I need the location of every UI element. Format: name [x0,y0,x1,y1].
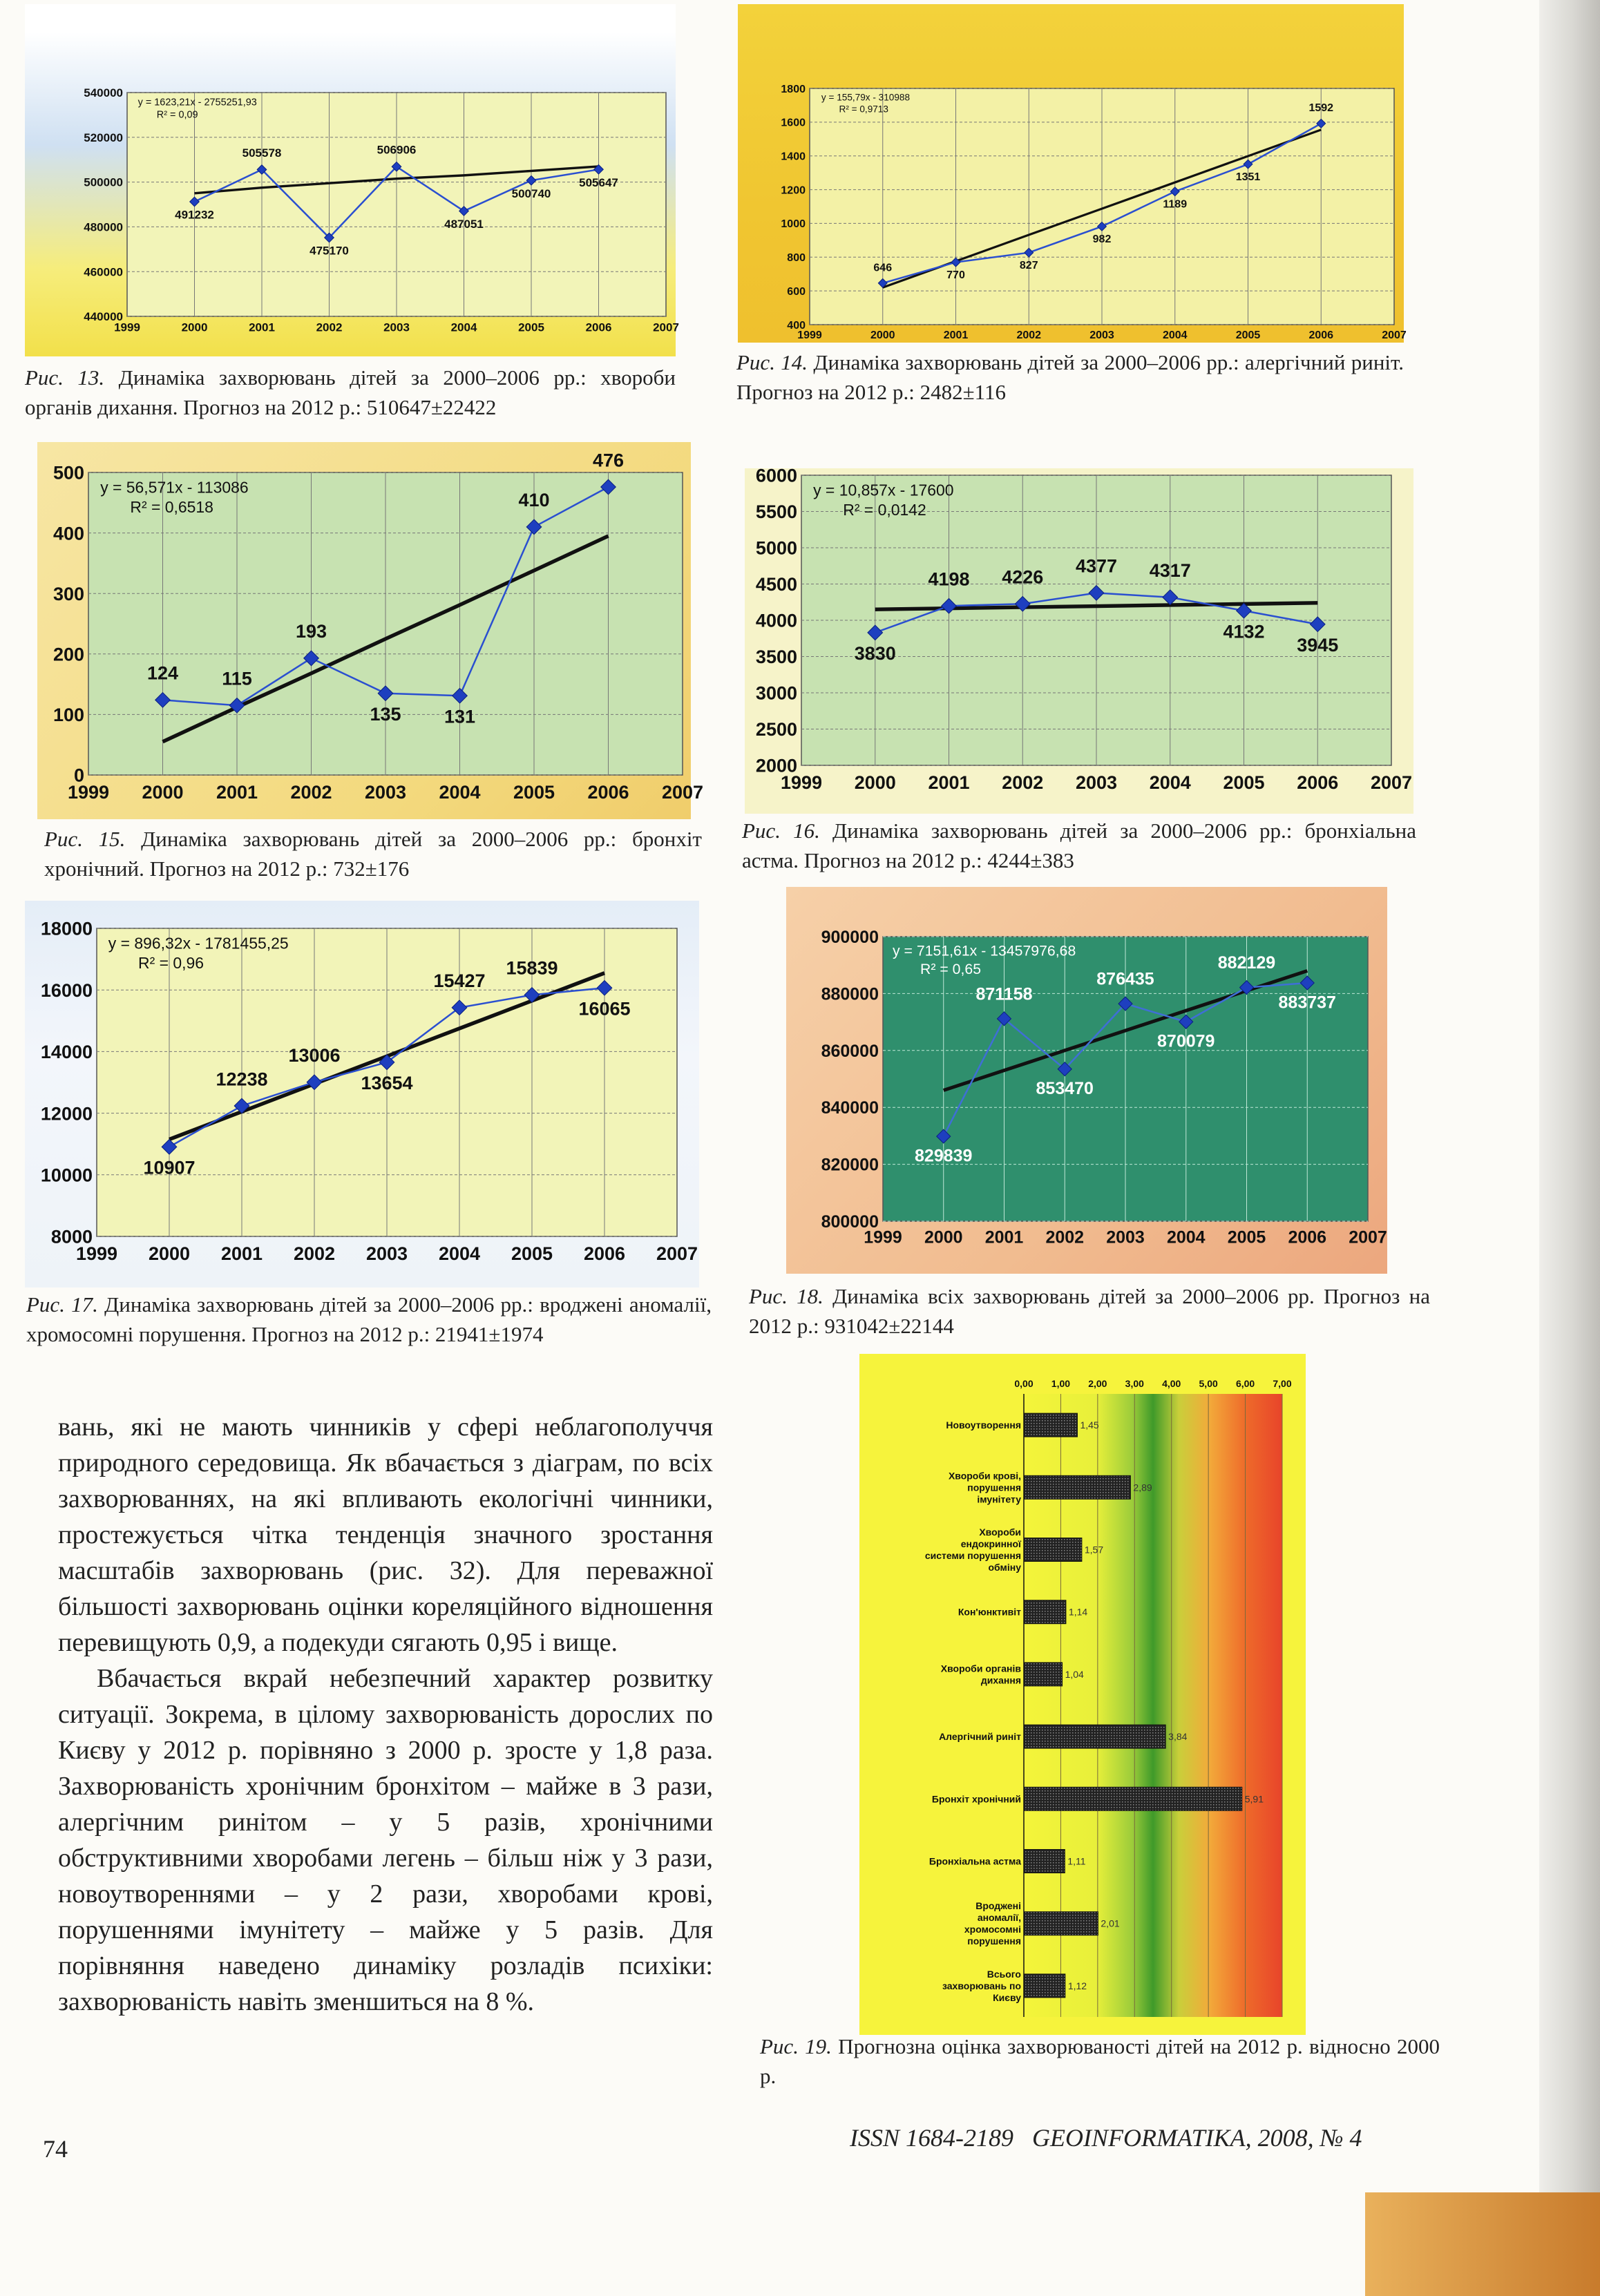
caption-text: Динаміка захворювань дітей за 2000–2006 рр.: алергічний риніт. Прогноз на 2012 р.: 2482±116 [736,350,1404,404]
bar-value-label: 1,45 [1080,1419,1099,1431]
caption-number: Рис. 13. [25,365,105,390]
data-label: 882129 [1217,953,1276,973]
category-label: Вроджені [975,1900,1021,1912]
x-tick-label: 2,00 [1088,1378,1107,1389]
bar-value-label: 2,89 [1133,1482,1152,1493]
x-tick-label: 2002 [316,321,343,334]
data-label: 476 [592,450,625,471]
category-label: системи порушення [924,1550,1021,1561]
x-tick-label: 2004 [1149,772,1191,793]
x-tick-label: 2001 [928,772,970,793]
page-number: 74 [43,2135,68,2163]
y-tick-label: 4000 [755,610,797,631]
chart-svg [738,4,1407,343]
data-label: 770 [946,269,965,281]
trend-equation: y = 896,32x - 1781455,25 [108,934,289,953]
x-tick-label: 1999 [780,772,823,793]
bar-value-label: 1,11 [1067,1855,1086,1867]
y-tick-label: 520000 [84,131,123,144]
chart-fig-15 [37,442,704,819]
data-label: 13654 [361,1072,413,1093]
y-tick-label: 200 [53,644,84,665]
bar [1024,1413,1077,1437]
x-tick-label: 3,00 [1125,1378,1144,1389]
category-label: Києву [993,1991,1021,2003]
x-tick-label: 2000 [854,772,896,793]
category-label: захворювань по [942,1980,1021,1991]
bar-value-label: 3,84 [1168,1731,1188,1743]
data-label: 1592 [1308,102,1334,115]
data-label: 410 [518,490,550,511]
trend-equation: y = 56,571x - 113086 [100,478,249,497]
y-tick-label: 800000 [821,1212,879,1232]
x-tick-label: 2000 [142,781,184,803]
x-tick-label: 2001 [984,1227,1024,1247]
y-tick-label: 8000 [50,1226,93,1247]
category-label: Кон'юнктивіт [958,1606,1021,1618]
caption-text: Динаміка захворювань дітей за 2000–2006 рр.: хвороби органів дихання. Прогноз на 2012 р.: 510647±22422 [25,365,676,419]
y-tick-label: 400 [787,319,806,332]
x-tick-label: 1999 [864,1227,902,1247]
data-label: 646 [873,262,893,274]
category-label: хромосомні [964,1924,1021,1935]
y-tick-label: 440000 [84,310,123,324]
chart-fig-18 [786,887,1387,1274]
data-label: 827 [1019,259,1038,271]
category-label: Бронхіт хронічний [931,1793,1021,1805]
bar [1024,1850,1065,1873]
category-label: ендокринної [960,1538,1021,1549]
chart-svg [37,442,704,819]
category-label: Хвороби крові, [948,1470,1021,1482]
trend-r2: R² = 0,6518 [130,498,213,517]
bar-value-label: 5,91 [1244,1793,1264,1805]
x-tick-label: 2005 [1223,772,1265,793]
trend-r2: R² = 0,09 [156,109,198,121]
caption-text: Прогнозна оцінка захворюваності дітей на 2012 р. відносно 2000 р. [760,2034,1440,2088]
data-label: 505578 [242,146,282,160]
x-tick-label: 2003 [364,781,407,803]
x-tick-label: 2003 [365,1243,408,1264]
caption-number: Рис. 17. [26,1292,98,1317]
data-label: 13006 [288,1045,341,1066]
caption-text: Динаміка захворювань дітей за 2000–2006 рр.: вроджені аномалії, хромосомні порушення. Прогноз на 2012 р.: 21941±1974 [26,1292,712,1346]
chart-fig-16 [745,465,1413,814]
caption-text: Динаміка всіх захворювань дітей за 2000–2006 рр. Прогноз на 2012 р.: 931042±22144 [749,1284,1430,1338]
y-tick-label: 500 [53,462,84,484]
bar-chart-svg [859,1354,1306,2035]
chart-fig-17 [25,901,699,1288]
y-tick-label: 14000 [40,1042,93,1063]
trend-r2: R² = 0,65 [920,960,982,977]
category-label: Новоутворення [946,1419,1021,1431]
page-edge-shadow [1539,0,1600,2296]
body-text [58,1409,713,2020]
bar [1024,1974,1065,1998]
bar [1024,1475,1130,1499]
category-label: імунітету [977,1493,1021,1505]
data-label: 4377 [1075,555,1118,577]
y-tick-label: 460000 [84,265,123,279]
x-tick-label: 1999 [75,1243,118,1264]
x-tick-label: 7,00 [1273,1378,1292,1389]
bar-value-label: 1,12 [1067,1980,1087,1991]
x-tick-label: 2006 [587,781,629,803]
x-tick-label: 2005 [1235,329,1261,341]
y-tick-label: 100 [53,705,84,726]
bar-value-label: 1,14 [1068,1606,1088,1618]
caption-text: Динаміка захворювань дітей за 2000–2006 рр.: бронхіальна астма. Прогноз на 2012 р.: 4244±383 [742,819,1416,872]
data-label: 487051 [444,218,484,231]
x-tick-label: 2000 [181,321,208,334]
chart-svg [25,901,699,1288]
journal-footer: ISSN 1684-2189 GEOINFORMATIKA, 2008, № 4 [850,2124,1362,2152]
chart-fig-19 [859,1354,1306,2035]
data-label: 829839 [915,1146,973,1166]
category-label: Бронхіальна астма [928,1855,1021,1867]
y-tick-label: 500000 [84,175,123,189]
data-label: 193 [295,621,327,642]
trend-r2: R² = 0,96 [138,954,204,973]
caption-number: Рис. 19. [760,2034,832,2058]
data-label: 4132 [1223,621,1265,642]
trend-equation: y = 1623,21x - 2755251,93 [137,97,257,108]
x-tick-label: 2001 [249,321,275,334]
data-label: 131 [444,706,476,727]
x-tick-label: 2004 [1162,329,1188,341]
page-corner-decoration [1365,2192,1600,2296]
y-tick-label: 600 [787,285,806,298]
x-tick-label: 2004 [438,1243,481,1264]
y-tick-label: 800 [787,252,806,265]
x-tick-label: 6,00 [1235,1378,1255,1389]
caption-text: Динаміка захворювань дітей за 2000–2006 рр.: бронхіт хронічний. Прогноз на 2012 р.: 732±176 [44,827,702,881]
x-tick-label: 1999 [67,781,110,803]
data-label: 12238 [216,1069,268,1090]
x-tick-label: 2004 [1166,1227,1206,1247]
y-tick-label: 1800 [781,83,806,95]
x-tick-label: 2005 [518,321,544,334]
y-tick-label: 6000 [755,465,797,486]
caption-fig-18 [749,1282,1430,1341]
category-label: порушення [967,1935,1021,1947]
data-label: 870079 [1157,1031,1215,1051]
x-tick-label: 2005 [1227,1227,1266,1247]
x-tick-label: 5,00 [1199,1378,1218,1389]
x-tick-label: 2007 [661,781,704,803]
caption-fig-17 [26,1290,712,1350]
x-tick-label: 2002 [1016,329,1042,341]
bar [1024,1600,1066,1624]
data-label: 1189 [1163,198,1188,211]
category-label: аномалії, [977,1912,1021,1924]
data-label: 124 [146,662,179,684]
x-tick-label: 2003 [383,321,410,334]
y-tick-label: 3500 [755,647,797,668]
data-label: 3830 [854,643,896,664]
x-tick-label: 2002 [290,781,332,803]
data-label: 883737 [1278,993,1336,1013]
x-tick-label: 2005 [511,1243,553,1264]
trend-equation: y = 7151,61x - 13457976,68 [893,942,1076,959]
category-label: дихання [980,1674,1021,1686]
bar-value-label: 2,01 [1101,1917,1120,1929]
caption-number: Рис. 16. [742,819,820,843]
data-label: 115 [222,668,252,689]
x-tick-label: 2003 [1089,329,1114,341]
category-label: Хвороби органів [940,1663,1021,1674]
x-tick-label: 2000 [148,1243,191,1264]
data-label: 3945 [1297,634,1339,656]
y-tick-label: 0 [73,765,84,786]
caption-fig-13 [25,363,676,423]
x-tick-label: 2007 [1382,329,1407,341]
y-tick-label: 400 [53,523,84,544]
trend-equation: y = 155,79x - 310988 [821,92,911,103]
bar-value-label: 1,04 [1065,1668,1084,1680]
data-label: 135 [370,703,401,725]
data-label: 10907 [143,1157,196,1178]
x-tick-label: 2004 [439,781,481,803]
x-tick-label: 0,00 [1014,1378,1034,1389]
x-tick-label: 1999 [114,321,140,334]
y-tick-label: 1000 [781,218,806,231]
caption-number: Рис. 15. [44,827,126,851]
caption-number: Рис. 18. [749,1284,823,1308]
data-label: 475170 [309,244,349,258]
data-label: 16065 [578,998,631,1020]
x-tick-label: 2007 [1370,772,1413,793]
data-label: 505647 [579,175,618,189]
y-tick-label: 1400 [781,151,806,163]
x-tick-label: 2007 [656,1243,698,1264]
caption-fig-15 [44,825,702,884]
y-tick-label: 16000 [40,979,93,1001]
y-tick-label: 12000 [40,1103,93,1125]
y-tick-label: 540000 [84,86,123,100]
x-tick-label: 2006 [1297,772,1339,793]
caption-fig-16 [742,816,1416,876]
bar [1024,1725,1165,1748]
y-tick-label: 5500 [755,501,797,523]
category-label: порушення [967,1482,1021,1493]
trend-equation: y = 10,857x - 17600 [813,481,954,499]
chart-svg [745,465,1413,814]
x-tick-label: 2004 [450,321,477,334]
data-label: 491232 [175,208,214,222]
chart-svg [25,4,679,356]
y-tick-label: 5000 [755,537,797,559]
bar-value-label: 1,57 [1084,1544,1104,1556]
x-tick-label: 2000 [870,329,895,341]
trend-r2: R² = 0,0142 [843,501,926,519]
x-tick-label: 2003 [1106,1227,1145,1247]
x-tick-label: 2002 [293,1243,336,1264]
caption-number: Рис. 14. [736,350,808,374]
x-tick-label: 2007 [653,321,679,334]
data-label: 1351 [1235,171,1261,183]
x-tick-label: 2006 [1288,1227,1327,1247]
category-label: обміну [988,1562,1021,1573]
data-label: 4317 [1149,560,1191,582]
x-tick-label: 2000 [924,1227,963,1247]
x-tick-label: 1999 [797,329,822,341]
x-tick-label: 2007 [1349,1227,1387,1247]
category-label: Алергічний риніт [939,1731,1021,1743]
category-label: Хвороби [979,1527,1021,1538]
x-tick-label: 2002 [1002,772,1044,793]
x-tick-label: 2001 [216,781,258,803]
data-label: 15839 [506,957,558,979]
x-tick-label: 2006 [585,321,612,334]
x-tick-label: 2001 [943,329,969,341]
y-tick-label: 18000 [40,918,93,939]
trend-r2: R² = 0,9713 [839,104,888,115]
bar [1024,1538,1082,1562]
paragraph-1: вань, які не мають чинників у сфері неблагополуччя природного середовища. Як вбачається з діаграм, по всіх захворюваннях, на які впливають екологічні чинники, простежується чітка тенденція значного зростання масштабів захворювань (рис. 32). Для переважної більшості захворювань оцінки кореляційного відношення перевищують 0,9, а подекуди сягають 0,95 і вище. [58,1413,713,1657]
x-tick-label: 2006 [583,1243,626,1264]
y-tick-label: 3000 [755,682,797,704]
y-tick-label: 1600 [781,117,806,129]
x-tick-label: 2003 [1075,772,1118,793]
y-tick-label: 10000 [40,1165,93,1186]
data-label: 982 [1092,233,1112,246]
data-label: 876435 [1096,969,1154,989]
x-tick-label: 2005 [513,781,555,803]
y-tick-label: 300 [53,583,84,604]
data-label: 4226 [1002,566,1044,588]
paragraph-2: Вбачається вкрай небезпечний характер розвитку ситуації. Зокрема, в цілому захворюваність дорослих по Києву у 2012 р. порівняно з 2000 р. зросте у 1,8 раза. Захворюваність хронічним бронхітом – майже в 3 рази, алергічним ринітом – у 5 разів, хронічними обструктивними хворобами легень – більш ніж у 3 рази, новоутвореннями – у 2 рази, хворобами крові, порушеннями імунітету – майже у 5 разів. Для порівняння наведено динаміку розладів психіки: захворюваність навіть зменшиться на 8 %. [58,1664,713,2016]
y-tick-label: 840000 [821,1098,879,1118]
bar [1024,1912,1098,1935]
data-label: 4198 [928,568,970,590]
y-tick-label: 4500 [755,574,797,595]
data-label: 853470 [1036,1078,1094,1098]
x-tick-label: 2006 [1308,329,1334,341]
y-tick-label: 860000 [821,1041,879,1061]
x-tick-label: 4,00 [1162,1378,1181,1389]
data-label: 15427 [433,970,486,992]
data-label: 500740 [511,186,551,200]
y-tick-label: 480000 [84,220,123,234]
data-label: 871158 [975,984,1033,1004]
y-tick-label: 1200 [781,184,806,197]
caption-fig-19 [760,2032,1440,2092]
y-tick-label: 900000 [821,928,879,947]
x-tick-label: 2001 [220,1243,263,1264]
y-tick-label: 880000 [821,984,879,1004]
bar [1024,1787,1242,1810]
caption-fig-14 [736,348,1404,408]
y-tick-label: 2000 [755,755,797,776]
bar [1024,1663,1063,1686]
y-tick-label: 2500 [755,719,797,740]
x-tick-label: 1,00 [1051,1378,1071,1389]
y-tick-label: 820000 [821,1155,879,1175]
data-label: 506906 [377,143,417,157]
chart-svg [786,887,1387,1274]
chart-fig-14 [738,4,1407,343]
category-label: Всього [987,1968,1021,1980]
chart-fig-13 [25,4,679,356]
x-tick-label: 2002 [1045,1227,1085,1247]
